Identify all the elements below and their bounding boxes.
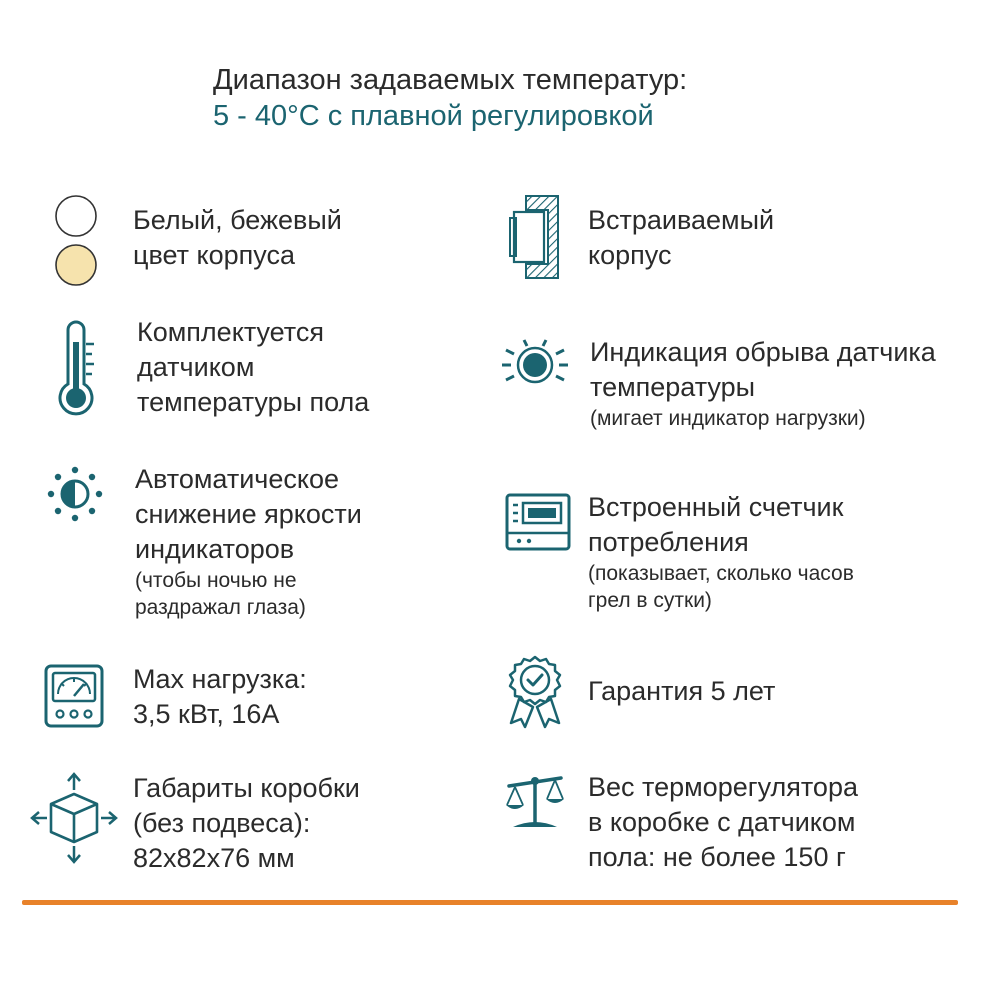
feature-weight-line: пола: не более 150 г [588, 842, 846, 872]
feature-color-line: цвет корпуса [133, 240, 295, 270]
feature-sensor-line: температуры пола [137, 387, 370, 417]
warranty-badge-icon [503, 655, 567, 727]
feature-brightness-line: индикаторов [135, 534, 295, 564]
feature-meter-line: Встроенный счетчик [588, 492, 844, 522]
feature-load-line: Max нагрузка: [133, 664, 307, 694]
feature-color-line: Белый, бежевый [133, 205, 342, 235]
feature-color-text [133, 203, 342, 273]
feature-break-indication-line: температуры [590, 372, 756, 402]
header-line-2: 5 - 40°С с плавной регулировкой [213, 100, 654, 132]
feature-builtin-text [588, 203, 774, 273]
orange-divider [22, 900, 958, 905]
embedded-box-icon [508, 194, 560, 280]
feature-weight-line: Вес терморегулятора [588, 772, 858, 802]
meter-display-icon [505, 493, 571, 551]
feature-warranty-line: Гарантия 5 лет [588, 676, 776, 706]
feature-sensor-text [137, 315, 369, 420]
feature-brightness-note: раздражал глаза) [135, 596, 306, 619]
feature-builtin-line: Встраиваемый [588, 205, 775, 235]
feature-dimensions-line: (без подвеса): [133, 808, 311, 838]
feature-load-text [133, 662, 307, 732]
feature-builtin-line: корпус [588, 240, 672, 270]
feature-brightness-text [135, 462, 362, 621]
feature-meter-note: (показывает, сколько часов [588, 562, 854, 585]
feature-warranty-text [588, 674, 775, 709]
feature-break-indication-line: Индикация обрыва датчика [590, 337, 936, 367]
thermometer-icon [58, 322, 98, 418]
feature-sensor-line: датчиком [137, 352, 255, 382]
feature-meter-line: потребления [588, 527, 749, 557]
feature-break-indication-note: (мигает индикатор нагрузки) [590, 407, 866, 430]
box-dimensions-icon [31, 772, 117, 864]
feature-break-indication-text [590, 335, 936, 432]
feature-weight-text [588, 770, 858, 875]
scales-icon [503, 773, 567, 833]
feature-dimensions-line: Габариты коробки [133, 773, 360, 803]
feature-dimensions-line: 82х82х76 мм [133, 843, 295, 873]
feature-brightness-line: снижение яркости [135, 499, 362, 529]
feature-brightness-line: Автоматическое [135, 464, 340, 494]
feature-meter-note: грел в сутки) [588, 589, 712, 612]
feature-load-line: 3,5 кВт, 16А [133, 699, 280, 729]
temperature-range-header [213, 62, 687, 134]
load-gauge-icon [44, 664, 104, 728]
feature-weight-line: в коробке с датчиком [588, 807, 856, 837]
blinking-indicator-icon [500, 338, 570, 390]
feature-meter-text [588, 490, 854, 614]
header-line-1: Диапазон задаваемых температур: [213, 64, 688, 96]
feature-dimensions-text [133, 771, 360, 876]
brightness-icon [46, 465, 104, 523]
color-swatch-icon [53, 194, 99, 288]
feature-brightness-note: (чтобы ночью не [135, 569, 297, 592]
feature-sensor-line: Комплектуется [137, 317, 324, 347]
